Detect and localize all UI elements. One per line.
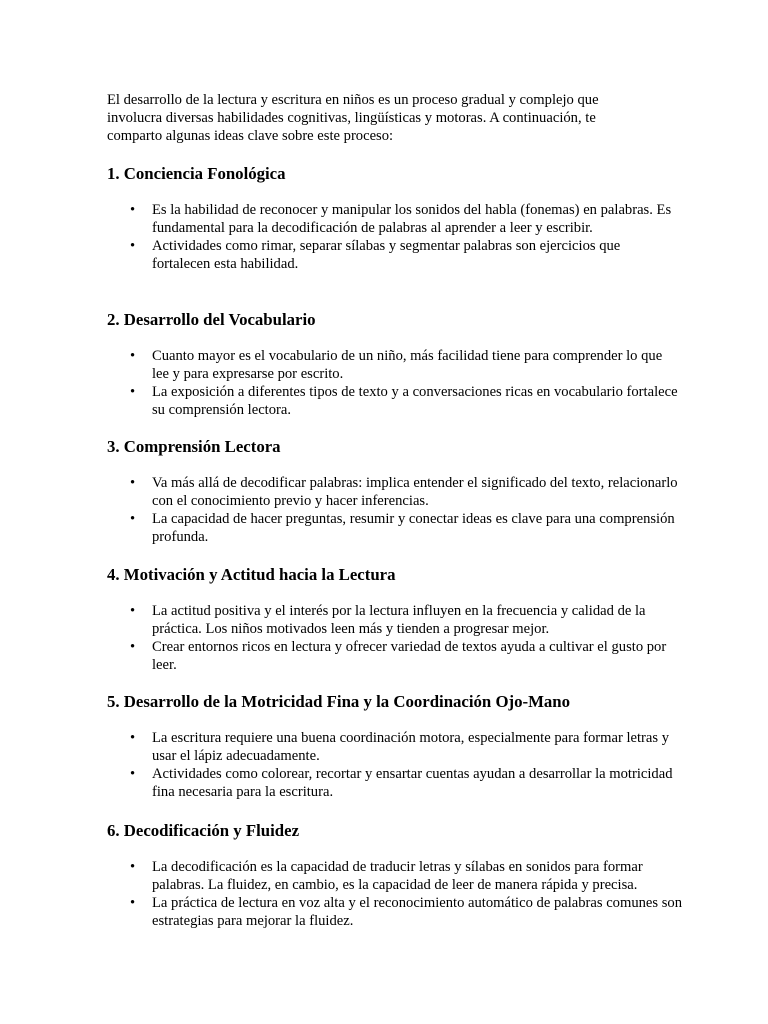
list-item: • Actividades como colorear, recortar y ensartar cuentas ayudan a desarrollar la motricidad fina necesaria para la escritura. (130, 766, 673, 800)
section-motricidad-fina (107, 692, 673, 800)
bullet-icon: • (130, 202, 136, 218)
bullet-list (107, 729, 682, 801)
bullet-list (107, 474, 682, 546)
intro-paragraph: El desarrollo de la lectura y escritura en niños es un proceso gradual y complejo que involucra diversas habilidades cognitivas, lingüísticas y motoras. A continuación, te comparto algunas ideas clave sobre este proceso: (107, 92, 599, 144)
list-item: • La capacidad de hacer preguntas, resumir y conectar ideas es clave para una comprensión profunda. (130, 511, 675, 545)
bullet-icon: • (130, 766, 136, 782)
bullet-icon: • (130, 639, 136, 655)
list-item: • Va más allá de decodificar palabras: implica entender el significado del texto, relacionarlo con el conocimiento previo y hacer inferencias. (130, 475, 678, 509)
section-decodificacion-fluidez (107, 821, 683, 929)
bullet-list (107, 347, 682, 419)
bullet-icon: • (130, 475, 136, 491)
bullet-icon: • (130, 859, 136, 875)
section-heading: 3. Comprensión Lectora (107, 437, 281, 456)
bullet-list (107, 201, 682, 273)
section-conciencia-fonologica (107, 164, 672, 272)
section-heading: 6. Decodificación y Fluidez (107, 821, 300, 840)
section-motivacion-actitud (107, 565, 667, 673)
section-comprension-lectora (107, 437, 678, 545)
bullet-icon: • (130, 238, 136, 254)
section-heading: 5. Desarrollo de la Motricidad Fina y la Coordinación Ojo-Mano (107, 692, 571, 711)
section-desarrollo-vocabulario (107, 310, 678, 418)
bullet-list (107, 602, 682, 674)
bullet-icon: • (130, 730, 136, 746)
list-item: • Cuanto mayor es el vocabulario de un niño, más facilidad tiene para comprender lo que lee y para expresarse por escrito. (130, 348, 663, 382)
section-heading: 2. Desarrollo del Vocabulario (107, 310, 316, 329)
list-item: • La actitud positiva y el interés por la lectura influyen en la frecuencia y calidad de la práctica. Los niños motivados leen más y tienden a progresar mejor. (130, 603, 646, 637)
section-heading: 4. Motivación y Actitud hacia la Lectura (107, 565, 396, 584)
bullet-icon: • (130, 348, 136, 364)
bullet-list (107, 858, 682, 930)
list-item: • La práctica de lectura en voz alta y el reconocimiento automático de palabras comunes son estrategias para mejorar la fluidez. (130, 895, 683, 929)
bullet-icon: • (130, 603, 136, 619)
bullet-icon: • (130, 511, 136, 527)
bullet-icon: • (130, 384, 136, 400)
list-item: • La decodificación es la capacidad de traducir letras y sílabas en sonidos para formar palabras. La fluidez, en cambio, es la capacidad de leer de manera rápida y precisa. (130, 859, 643, 893)
section-heading: 1. Conciencia Fonológica (107, 164, 286, 183)
list-item: • La exposición a diferentes tipos de texto y a conversaciones ricas en vocabulario fortalece su comprensión lectora. (130, 384, 678, 418)
list-item: • Actividades como rimar, separar sílabas y segmentar palabras son ejercicios que fortalecen esta habilidad. (130, 238, 621, 272)
bullet-icon: • (130, 895, 136, 911)
list-item: • Crear entornos ricos en lectura y ofrecer variedad de textos ayuda a cultivar el gusto por leer. (130, 639, 667, 673)
list-item: • Es la habilidad de reconocer y manipular los sonidos del habla (fonemas) en palabras. Es fundamental para la decodificación de palabras al aprender a leer y escribir. (130, 202, 672, 236)
list-item: • La escritura requiere una buena coordinación motora, especialmente para formar letras y usar el lápiz adecuadamente. (130, 730, 670, 764)
